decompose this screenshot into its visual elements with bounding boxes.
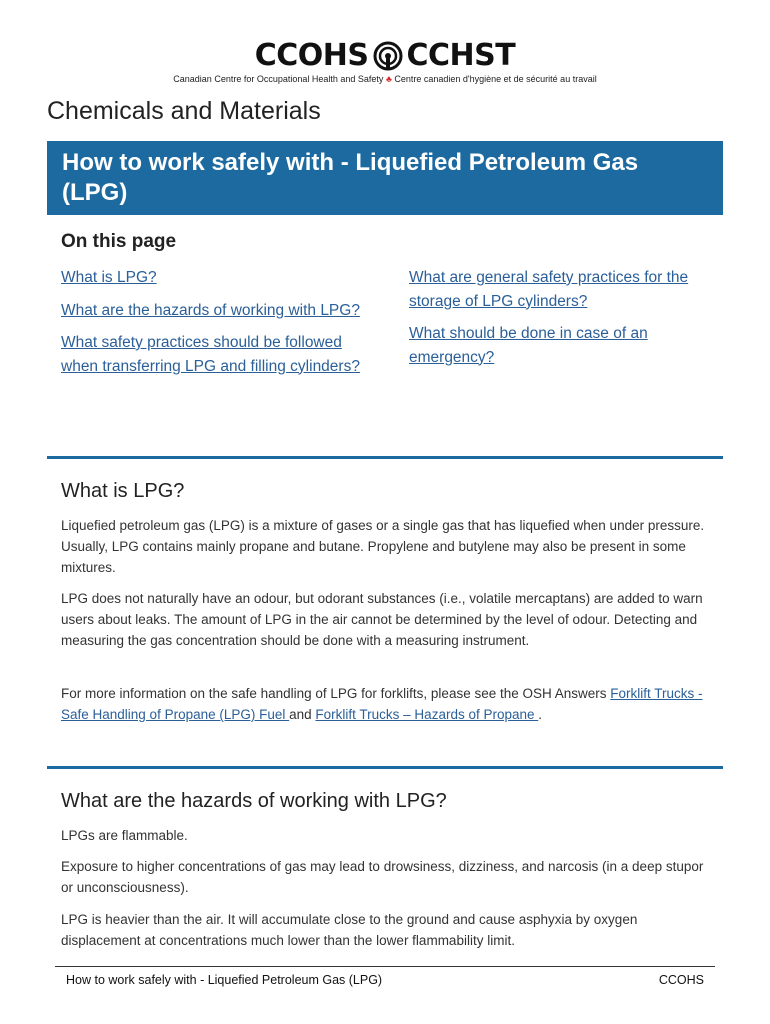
toc-link-what-is-lpg[interactable]: What is LPG? bbox=[61, 269, 157, 286]
toc-link-emergency[interactable]: What should be done in case of an emergency? bbox=[409, 325, 648, 366]
paragraph: Exposure to higher concentrations of gas may lead to drowsiness, dizziness, and narcosis (in a deep stupor or unconsciousness). bbox=[61, 859, 704, 895]
logo-text-ccohs: CCOHS bbox=[254, 38, 369, 73]
page-title-banner bbox=[47, 141, 723, 215]
section-heading-hazards: What are the hazards of working with LPG? bbox=[61, 790, 447, 812]
maple-leaf-icon: ♣ bbox=[385, 74, 392, 84]
footer-org: CCOHS bbox=[658, 973, 704, 987]
footer-document-title: How to work safely with - Liquefied Petroleum Gas (LPG) bbox=[66, 973, 383, 987]
footer-divider bbox=[55, 966, 715, 967]
section-heading-what-is-lpg: What is LPG? bbox=[61, 480, 185, 502]
section-divider bbox=[47, 766, 723, 769]
paragraph: LPGs are flammable. bbox=[61, 828, 188, 843]
logo-text-cchst: CCHST bbox=[406, 38, 516, 73]
paragraph: LPG does not naturally have an odour, but odorant substances (i.e., volatile mercaptans) are added to warn users about leaks. The amount of LPG in the air cannot be determined by the level of odour. Detecting and measuring the gas concentration should be done with a measuring instrument. bbox=[61, 591, 703, 648]
page-title: How to work safely with - Liquefied Petroleum Gas (LPG) bbox=[62, 149, 639, 206]
toc-left-column bbox=[61, 266, 361, 387]
toc-right-column bbox=[409, 266, 709, 378]
logo-emblem-icon bbox=[373, 41, 403, 71]
toc-link-hazards[interactable]: What are the hazards of working with LPG? bbox=[61, 301, 360, 319]
section-divider bbox=[47, 456, 723, 459]
link-forklift-safe-handling[interactable]: Forklift Trucks - Safe Handling of Propane (LPG) Fuel bbox=[61, 686, 703, 722]
category-heading: Chemicals and Materials bbox=[47, 97, 321, 125]
toc-link-transferring[interactable]: What safety practices should be followed when transferring LPG and filling cylinders? bbox=[61, 334, 360, 375]
paragraph-forklift-links: For more information on the safe handling of LPG for forklifts, please see the OSH Answers Forklift Trucks - Safe Handling of Propane (LPG) Fuel and Forklift Trucks – Hazards of Propane . bbox=[61, 686, 703, 722]
link-forklift-hazards[interactable]: Forklift Trucks – Hazards of Propane bbox=[315, 707, 539, 722]
logo-subtitle: Canadian Centre for Occupational Health and Safety ♣ Centre canadien d'hygiène et de sécurité au travail bbox=[173, 74, 597, 84]
toc-heading: On this page bbox=[61, 231, 177, 252]
paragraph: Liquefied petroleum gas (LPG) is a mixture of gases or a single gas that has liquefied when under pressure. Usually, LPG contains mainly propane and butane. Propylene and butylene may also be present in some mixtures. bbox=[61, 518, 705, 575]
toc-link-storage[interactable]: What are general safety practices for the storage of LPG cylinders? bbox=[409, 269, 689, 310]
paragraph: LPG is heavier than the air. It will accumulate close to the ground and cause asphyxia by oxygen displacement at concentrations much lower than the lower flammability limit. bbox=[61, 912, 638, 948]
ccohs-logo bbox=[0, 40, 770, 84]
